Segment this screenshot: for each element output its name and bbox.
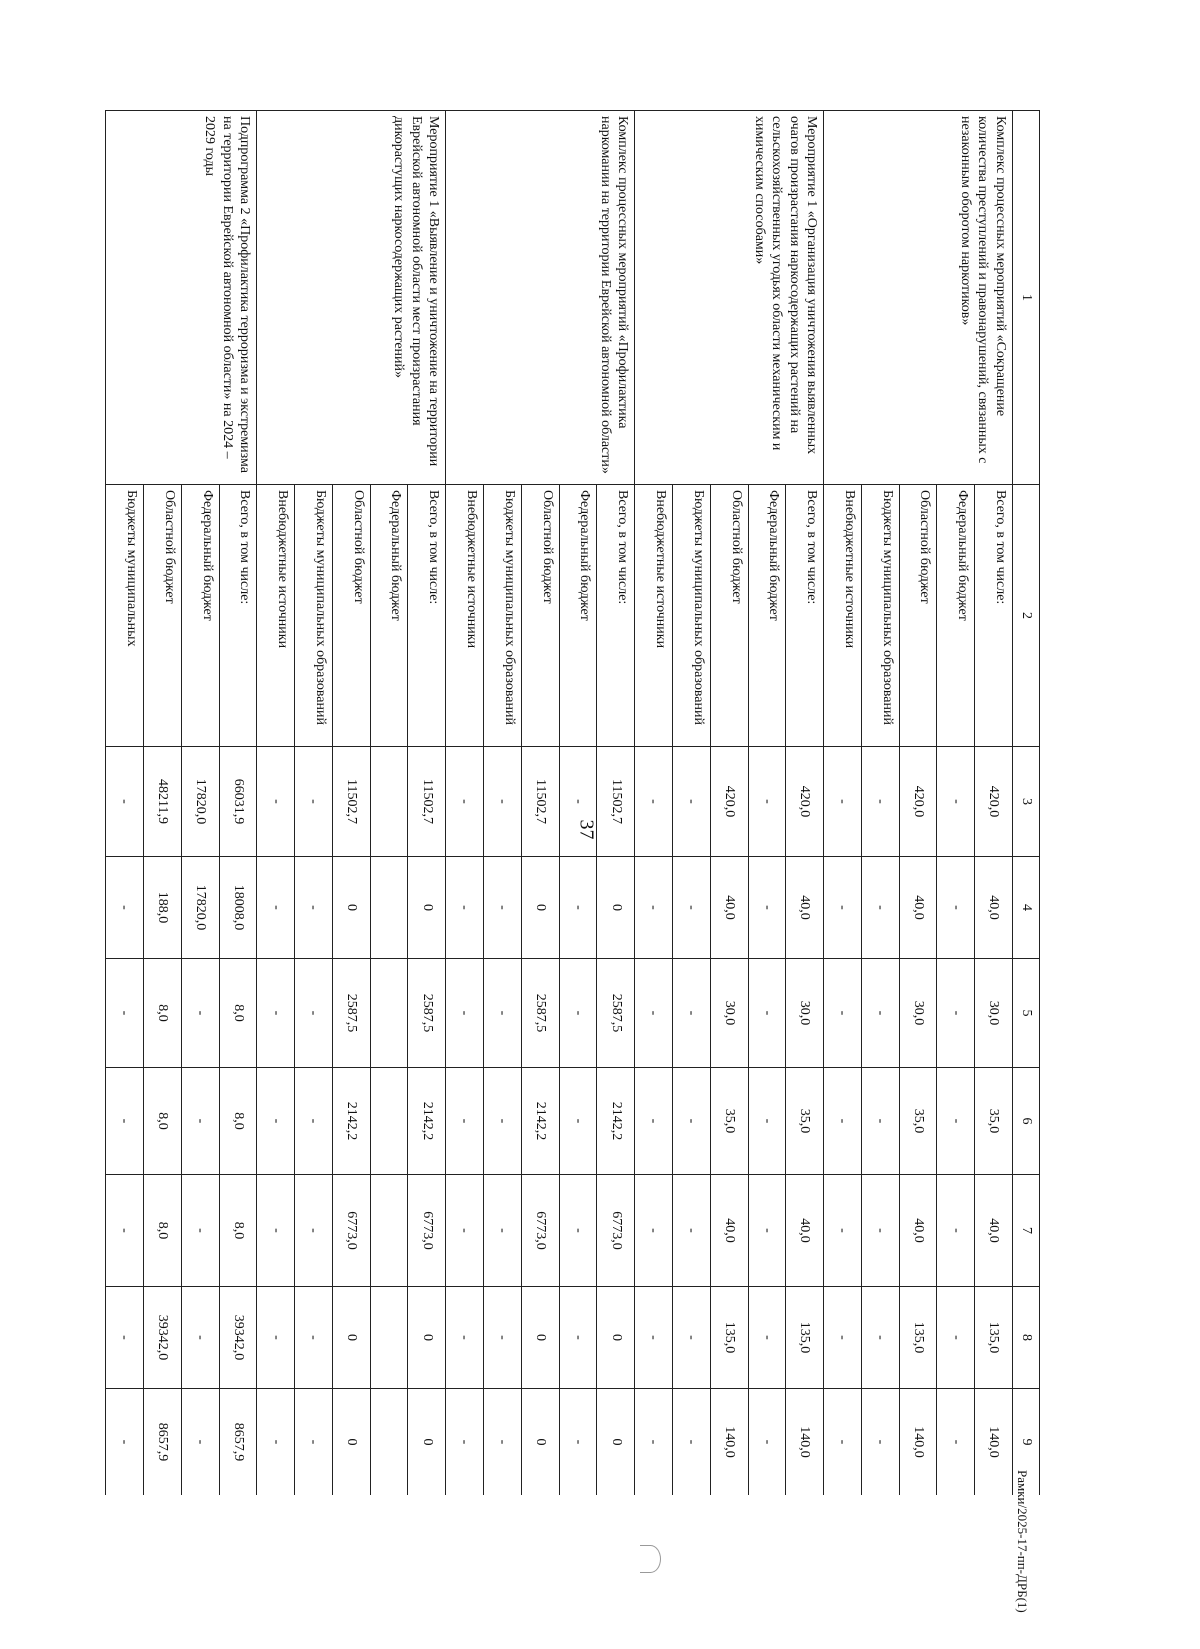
amount-cell: - bbox=[672, 959, 710, 1068]
amount-cell: - bbox=[295, 1175, 333, 1287]
amount-cell bbox=[370, 1068, 408, 1175]
table-row bbox=[975, 111, 1013, 1496]
amount-cell: - bbox=[672, 1068, 710, 1175]
amount-cell: - bbox=[484, 747, 522, 857]
amount-cell: - bbox=[106, 1175, 144, 1287]
amount-cell: - bbox=[559, 747, 597, 857]
amount-cell: - bbox=[824, 1175, 862, 1287]
amount-cell: 0 bbox=[408, 1389, 446, 1496]
amount-cell: 11502,7 bbox=[408, 747, 446, 857]
amount-cell: - bbox=[446, 1287, 484, 1389]
amount-cell: 40,0 bbox=[899, 857, 937, 959]
amount-cell: 8,0 bbox=[144, 1175, 182, 1287]
amount-cell: - bbox=[672, 1287, 710, 1389]
amount-cell: 6773,0 bbox=[332, 1175, 370, 1287]
amount-cell: - bbox=[861, 1389, 899, 1496]
amount-cell: 2587,5 bbox=[408, 959, 446, 1068]
amount-cell: - bbox=[257, 747, 295, 857]
amount-cell bbox=[370, 959, 408, 1068]
col-header: 6 bbox=[1013, 1068, 1040, 1175]
amount-cell: 8,0 bbox=[219, 959, 257, 1068]
amount-cell: 140,0 bbox=[786, 1389, 824, 1496]
amount-cell: - bbox=[937, 747, 975, 857]
amount-cell: - bbox=[559, 1068, 597, 1175]
amount-cell: 2142,2 bbox=[521, 1068, 559, 1175]
amount-cell: 39342,0 bbox=[144, 1287, 182, 1389]
funding-source-cell: Федеральный бюджет bbox=[370, 485, 408, 747]
amount-cell: 135,0 bbox=[975, 1287, 1013, 1389]
amount-cell: 0 bbox=[332, 857, 370, 959]
amount-cell bbox=[370, 747, 408, 857]
amount-cell: - bbox=[559, 1175, 597, 1287]
col-header: 8 bbox=[1013, 1287, 1040, 1389]
funding-source-cell: Всего, в том числе: bbox=[219, 485, 257, 747]
program-name-cell: Мероприятие 1 «Организация уничтожения выявленных очагов произрастания наркосодержащих растений на сельскохозяйственных угодьях области механическим и химическим способами» bbox=[635, 111, 824, 485]
amount-cell: - bbox=[672, 857, 710, 959]
amount-cell: - bbox=[861, 747, 899, 857]
amount-cell: - bbox=[257, 1287, 295, 1389]
amount-cell: 2142,2 bbox=[408, 1068, 446, 1175]
amount-cell: - bbox=[748, 747, 786, 857]
amount-cell: 0 bbox=[597, 1287, 635, 1389]
amount-cell: 40,0 bbox=[975, 1175, 1013, 1287]
amount-cell: - bbox=[106, 1287, 144, 1389]
amount-cell: - bbox=[446, 959, 484, 1068]
amount-cell: 0 bbox=[408, 1287, 446, 1389]
amount-cell: 0 bbox=[521, 1287, 559, 1389]
amount-cell: 11502,7 bbox=[332, 747, 370, 857]
amount-cell: 11502,7 bbox=[597, 747, 635, 857]
amount-cell: - bbox=[446, 857, 484, 959]
amount-cell: 40,0 bbox=[975, 857, 1013, 959]
amount-cell: - bbox=[257, 857, 295, 959]
amount-cell: - bbox=[672, 1389, 710, 1496]
funding-source-cell: Областной бюджет bbox=[521, 485, 559, 747]
funding-source-cell: Областной бюджет bbox=[710, 485, 748, 747]
col-header: 5 bbox=[1013, 959, 1040, 1068]
amount-cell: - bbox=[748, 959, 786, 1068]
amount-cell: 188,0 bbox=[144, 857, 182, 959]
amount-cell: 2587,5 bbox=[521, 959, 559, 1068]
funding-source-cell: Бюджеты муниципальных образований bbox=[672, 485, 710, 747]
amount-cell: 140,0 bbox=[710, 1389, 748, 1496]
funding-source-cell: Бюджеты муниципальных bbox=[106, 485, 144, 747]
amount-cell: 0 bbox=[597, 857, 635, 959]
amount-cell: - bbox=[106, 747, 144, 857]
col-header: 2 bbox=[1013, 485, 1040, 747]
amount-cell: - bbox=[106, 959, 144, 1068]
amount-cell: 135,0 bbox=[786, 1287, 824, 1389]
amount-cell: - bbox=[295, 959, 333, 1068]
col-header: 3 bbox=[1013, 747, 1040, 857]
program-name-cell: Комплекс процессных мероприятий «Профилактика наркомании на территории Еврейской автономной области» bbox=[446, 111, 635, 485]
table-row bbox=[597, 111, 635, 1496]
amount-cell: - bbox=[861, 1287, 899, 1389]
amount-cell: 11502,7 bbox=[521, 747, 559, 857]
funding-source-cell: Федеральный бюджет bbox=[559, 485, 597, 747]
header-row bbox=[1013, 111, 1040, 1496]
amount-cell: - bbox=[748, 1287, 786, 1389]
amount-cell: 30,0 bbox=[710, 959, 748, 1068]
amount-cell: 39342,0 bbox=[219, 1287, 257, 1389]
amount-cell: - bbox=[861, 1175, 899, 1287]
amount-cell: - bbox=[861, 959, 899, 1068]
amount-cell: 6773,0 bbox=[521, 1175, 559, 1287]
amount-cell: - bbox=[559, 959, 597, 1068]
amount-cell: - bbox=[446, 1389, 484, 1496]
amount-cell: 6773,0 bbox=[597, 1175, 635, 1287]
amount-cell: - bbox=[106, 1068, 144, 1175]
amount-cell: 17820,0 bbox=[181, 747, 219, 857]
document-code: Рамки/2025-17-пп-ДРБ(1) bbox=[1015, 1470, 1030, 1613]
amount-cell: 40,0 bbox=[710, 857, 748, 959]
amount-cell: - bbox=[672, 747, 710, 857]
amount-cell: - bbox=[295, 1068, 333, 1175]
amount-cell: - bbox=[257, 959, 295, 1068]
amount-cell: 40,0 bbox=[899, 1175, 937, 1287]
amount-cell: 17820,0 bbox=[181, 857, 219, 959]
amount-cell: - bbox=[937, 1068, 975, 1175]
amount-cell: - bbox=[824, 1287, 862, 1389]
funding-source-cell: Внебюджетные источники bbox=[824, 485, 862, 747]
amount-cell: 8657,9 bbox=[144, 1389, 182, 1496]
amount-cell: - bbox=[484, 959, 522, 1068]
amount-cell: 135,0 bbox=[710, 1287, 748, 1389]
funding-source-cell: Бюджеты муниципальных образований bbox=[295, 485, 333, 747]
amount-cell: 2142,2 bbox=[332, 1068, 370, 1175]
amount-cell: - bbox=[635, 1175, 673, 1287]
amount-cell: - bbox=[748, 1389, 786, 1496]
amount-cell: - bbox=[635, 747, 673, 857]
amount-cell: 30,0 bbox=[975, 959, 1013, 1068]
funding-source-cell: Бюджеты муниципальных образований bbox=[861, 485, 899, 747]
amount-cell: 420,0 bbox=[710, 747, 748, 857]
amount-cell: 0 bbox=[332, 1287, 370, 1389]
amount-cell: - bbox=[824, 959, 862, 1068]
amount-cell: - bbox=[446, 747, 484, 857]
funding-source-cell: Областной бюджет bbox=[144, 485, 182, 747]
amount-cell: 0 bbox=[521, 1389, 559, 1496]
amount-cell: 135,0 bbox=[899, 1287, 937, 1389]
amount-cell: 66031,9 bbox=[219, 747, 257, 857]
amount-cell: - bbox=[635, 1389, 673, 1496]
amount-cell: - bbox=[824, 857, 862, 959]
amount-cell: - bbox=[937, 1389, 975, 1496]
amount-cell bbox=[370, 1389, 408, 1496]
amount-cell: - bbox=[937, 1175, 975, 1287]
amount-cell: 35,0 bbox=[710, 1068, 748, 1175]
pen-mark bbox=[640, 1545, 661, 1573]
amount-cell: 30,0 bbox=[786, 959, 824, 1068]
amount-cell: - bbox=[937, 1287, 975, 1389]
funding-source-cell: Всего, в том числе: bbox=[786, 485, 824, 747]
amount-cell: - bbox=[257, 1068, 295, 1175]
budget-table-frame bbox=[105, 110, 1040, 1495]
amount-cell: 8,0 bbox=[144, 959, 182, 1068]
funding-source-cell: Федеральный бюджет bbox=[181, 485, 219, 747]
amount-cell: 140,0 bbox=[975, 1389, 1013, 1496]
amount-cell: - bbox=[824, 1068, 862, 1175]
funding-source-cell: Всего, в том числе: bbox=[975, 485, 1013, 747]
amount-cell: 8,0 bbox=[219, 1068, 257, 1175]
amount-cell: 420,0 bbox=[899, 747, 937, 857]
amount-cell: 420,0 bbox=[975, 747, 1013, 857]
amount-cell: 40,0 bbox=[786, 1175, 824, 1287]
funding-source-cell: Внебюджетные источники bbox=[635, 485, 673, 747]
amount-cell: 0 bbox=[408, 857, 446, 959]
amount-cell: - bbox=[484, 857, 522, 959]
amount-cell: 0 bbox=[521, 857, 559, 959]
amount-cell: - bbox=[824, 747, 862, 857]
amount-cell: - bbox=[106, 857, 144, 959]
funding-source-cell: Областной бюджет bbox=[899, 485, 937, 747]
amount-cell: 6773,0 bbox=[408, 1175, 446, 1287]
amount-cell: - bbox=[484, 1389, 522, 1496]
amount-cell: 0 bbox=[332, 1389, 370, 1496]
page-number: 37 bbox=[575, 819, 598, 840]
amount-cell: 40,0 bbox=[710, 1175, 748, 1287]
budget-table bbox=[105, 110, 1040, 1495]
amount-cell: - bbox=[484, 1287, 522, 1389]
table-row bbox=[408, 111, 446, 1496]
amount-cell: - bbox=[446, 1175, 484, 1287]
col-header: 1 bbox=[1013, 111, 1040, 485]
col-header: 4 bbox=[1013, 857, 1040, 959]
amount-cell: 35,0 bbox=[975, 1068, 1013, 1175]
amount-cell: 40,0 bbox=[786, 857, 824, 959]
funding-source-cell: Внебюджетные источники bbox=[446, 485, 484, 747]
amount-cell: 35,0 bbox=[786, 1068, 824, 1175]
amount-cell: - bbox=[635, 1068, 673, 1175]
amount-cell: 2587,5 bbox=[597, 959, 635, 1068]
col-header: 7 bbox=[1013, 1175, 1040, 1287]
amount-cell: 48211,9 bbox=[144, 747, 182, 857]
amount-cell: 35,0 bbox=[899, 1068, 937, 1175]
amount-cell: - bbox=[181, 1175, 219, 1287]
amount-cell: 2142,2 bbox=[597, 1068, 635, 1175]
amount-cell: - bbox=[257, 1389, 295, 1496]
amount-cell: - bbox=[748, 1068, 786, 1175]
amount-cell: - bbox=[446, 1068, 484, 1175]
funding-source-cell: Внебюджетные источники bbox=[257, 485, 295, 747]
amount-cell: - bbox=[861, 857, 899, 959]
amount-cell: 420,0 bbox=[786, 747, 824, 857]
table-row bbox=[786, 111, 824, 1496]
amount-cell: - bbox=[295, 857, 333, 959]
amount-cell: - bbox=[559, 1389, 597, 1496]
amount-cell: - bbox=[295, 1287, 333, 1389]
amount-cell: - bbox=[181, 1068, 219, 1175]
amount-cell: - bbox=[635, 959, 673, 1068]
amount-cell: - bbox=[748, 1175, 786, 1287]
amount-cell: 8,0 bbox=[144, 1068, 182, 1175]
program-name-cell: Комплекс процессных мероприятий «Сокращение количества преступлений и правонарушений, связанных с незаконным оборотом наркотиков» bbox=[824, 111, 1013, 485]
amount-cell: - bbox=[937, 857, 975, 959]
funding-source-cell: Всего, в том числе: bbox=[408, 485, 446, 747]
funding-source-cell: Федеральный бюджет bbox=[748, 485, 786, 747]
amount-cell: - bbox=[106, 1389, 144, 1496]
amount-cell: 30,0 bbox=[899, 959, 937, 1068]
amount-cell: - bbox=[861, 1068, 899, 1175]
col-header: 9 bbox=[1013, 1389, 1040, 1496]
funding-source-cell: Бюджеты муниципальных образований bbox=[484, 485, 522, 747]
amount-cell: - bbox=[181, 959, 219, 1068]
program-name-cell: Мероприятие 1 «Выявление и уничтожение на территории Еврейской автономной области мест произрастания дикорастущих наркосодержащих растений» bbox=[257, 111, 446, 485]
table-row bbox=[219, 111, 257, 1496]
amount-cell bbox=[370, 1175, 408, 1287]
funding-source-cell: Федеральный бюджет bbox=[937, 485, 975, 747]
amount-cell: 2587,5 bbox=[332, 959, 370, 1068]
program-name-cell: Подпрограмма 2 «Профилактика терроризма и экстремизма на территории Еврейской автономной области» на 2024 – 2029 годы bbox=[106, 111, 257, 485]
amount-cell: - bbox=[559, 857, 597, 959]
amount-cell: - bbox=[937, 959, 975, 1068]
amount-cell: - bbox=[559, 1287, 597, 1389]
amount-cell: - bbox=[824, 1389, 862, 1496]
amount-cell: - bbox=[484, 1068, 522, 1175]
amount-cell: - bbox=[257, 1175, 295, 1287]
amount-cell: - bbox=[672, 1175, 710, 1287]
amount-cell: - bbox=[635, 857, 673, 959]
amount-cell bbox=[370, 1287, 408, 1389]
amount-cell: - bbox=[181, 1287, 219, 1389]
amount-cell: 0 bbox=[597, 1389, 635, 1496]
amount-cell: 140,0 bbox=[899, 1389, 937, 1496]
funding-source-cell: Всего, в том числе: bbox=[597, 485, 635, 747]
funding-source-cell: Областной бюджет bbox=[332, 485, 370, 747]
amount-cell bbox=[370, 857, 408, 959]
amount-cell: - bbox=[295, 1389, 333, 1496]
amount-cell: 18008,0 bbox=[219, 857, 257, 959]
amount-cell: - bbox=[181, 1389, 219, 1496]
amount-cell: 8657,9 bbox=[219, 1389, 257, 1496]
amount-cell: 8,0 bbox=[219, 1175, 257, 1287]
amount-cell: - bbox=[748, 857, 786, 959]
amount-cell: - bbox=[484, 1175, 522, 1287]
amount-cell: - bbox=[635, 1287, 673, 1389]
amount-cell: - bbox=[295, 747, 333, 857]
